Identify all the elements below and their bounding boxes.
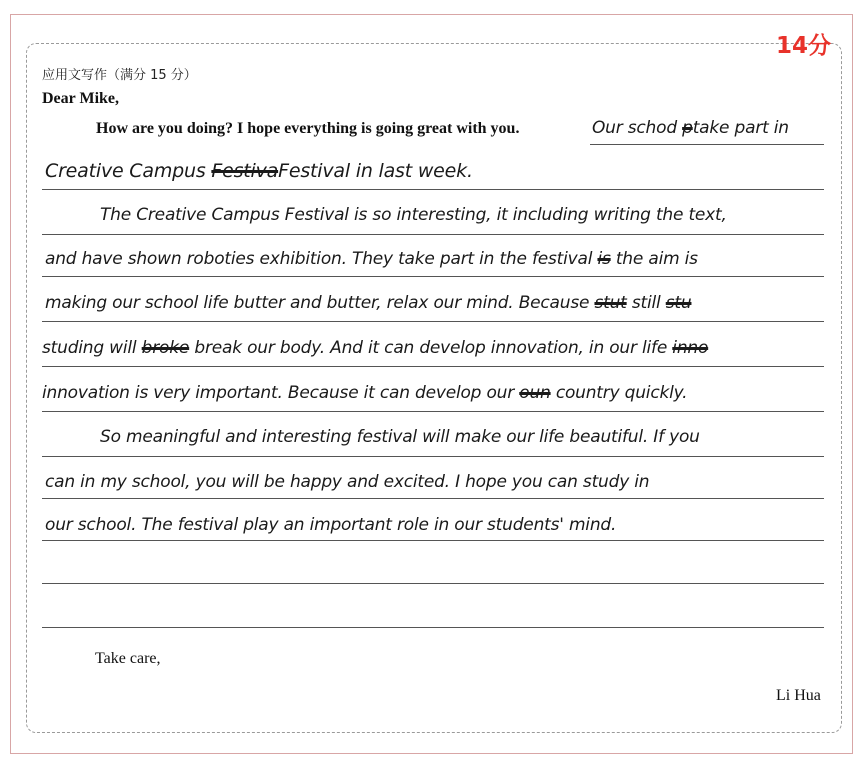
ruled-line [42, 540, 824, 541]
ruled-line [590, 144, 824, 145]
handwritten-line-8: So meaningful and interesting festival will make our life beautiful. If you [100, 427, 700, 447]
ruled-line [42, 456, 824, 457]
section-title: 应用文写作（满分 15 分） [42, 68, 197, 83]
ruled-line [42, 366, 824, 367]
ruled-line [42, 411, 824, 412]
crossed-out-word: stu [665, 293, 692, 313]
ruled-line [42, 276, 824, 277]
handwritten-line-7: innovation is very important. Because it can develop our oun country quickly. [42, 383, 688, 403]
crossed-out-word: broke [141, 338, 190, 358]
crossed-out-word: is [597, 249, 611, 269]
letter-greeting: Dear Mike, [42, 90, 120, 107]
printed-first-line: How are you doing? I hope everything is going great with you. [96, 120, 520, 137]
handwritten-line-10: our school. The festival play an important role in our students' mind. [45, 515, 617, 535]
ruled-line [42, 189, 824, 190]
crossed-out-word: oun [519, 383, 551, 403]
ruled-line [42, 498, 824, 499]
crossed-out-word: Festiva [211, 160, 279, 182]
ruled-line [42, 234, 824, 235]
crossed-out-word: inno [672, 338, 709, 358]
ruled-line [42, 583, 824, 584]
handwritten-line-9: can in my school, you will be happy and excited. I hope you can study in [45, 472, 650, 492]
handwritten-line-5: making our school life butter and butter, relax our mind. Because stut still stu [45, 293, 692, 313]
letter-closing: Take care, [95, 650, 161, 667]
handwritten-line-2: Creative Campus FestivaFestival in last week. [45, 160, 473, 182]
handwritten-line-4: and have shown roboties exhibition. They take part in the festival is the aim is [45, 249, 698, 269]
letter-signature: Li Hua [776, 687, 821, 704]
crossed-out-word: stut [594, 293, 627, 313]
crossed-out-word: p [682, 118, 693, 138]
ruled-line [42, 627, 824, 628]
handwritten-line-3: The Creative Campus Festival is so interesting, it including writing the text, [100, 205, 727, 225]
handwritten-line-1: Our schod ptake part in [592, 118, 789, 138]
ruled-line [42, 321, 824, 322]
handwritten-line-6: studing will broke break our body. And it can develop innovation, in our life inno [42, 338, 709, 358]
score-badge: 14分 [776, 33, 832, 59]
